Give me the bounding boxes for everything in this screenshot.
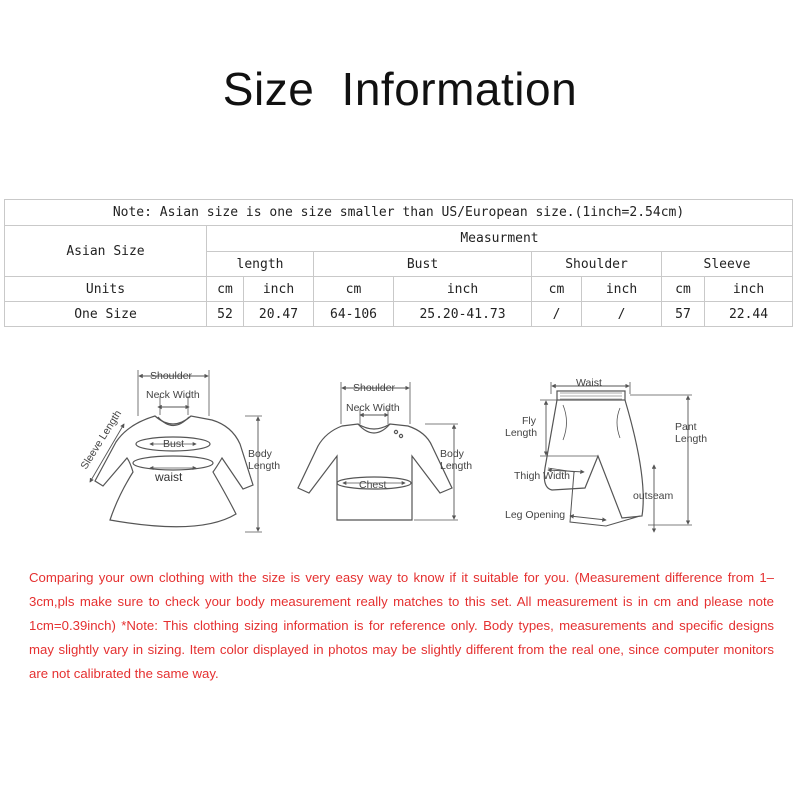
pants-leg-opening-arrow [570, 516, 606, 520]
value-cell: 57 [662, 302, 705, 327]
asian-size-header: Asian Size [5, 226, 207, 277]
dress-bust-label: Bust [163, 438, 185, 450]
value-cell: / [532, 302, 582, 327]
pants-leg-opening-label: Leg Opening [505, 509, 566, 521]
shirt-outline [298, 424, 452, 520]
dress-neck-width-label: Neck Width [146, 389, 200, 401]
dress-body-label: Body [248, 448, 272, 460]
column-shoulder: Shoulder [532, 252, 662, 277]
unit-cell: cm [314, 277, 394, 302]
pants-length-label: Length [675, 433, 708, 445]
pants-outline [544, 400, 643, 518]
unit-cell: inch [244, 277, 314, 302]
measurement-diagrams [0, 360, 800, 560]
measurement-header: Measurment [207, 226, 793, 252]
page-title: Size Information [222, 63, 578, 115]
dress-shoulder-label: Shoulder [150, 370, 193, 382]
dress-sleeve-length-label: Sleeve Length [78, 408, 125, 472]
column-sleeve: Sleeve [662, 252, 793, 277]
shirt-length-label: Length [440, 460, 473, 472]
size-note: Note: Asian size is one size smaller than US/European size.(1inch=2.54cm) [5, 200, 793, 226]
pants-fly-length-label: Length [505, 427, 538, 439]
pants-fly-label: Fly [522, 415, 536, 427]
unit-cell: inch [705, 277, 793, 302]
value-cell: 52 [207, 302, 244, 327]
units-label: Units [5, 277, 207, 302]
pants-thigh-width-label: Thigh Width [514, 470, 571, 482]
column-bust: Bust [314, 252, 532, 277]
size-table [4, 199, 793, 327]
dress-waist-label: waist [155, 470, 183, 484]
column-length: length [207, 252, 314, 277]
value-cell: 25.20-41.73 [394, 302, 532, 327]
value-cell: 22.44 [705, 302, 793, 327]
shirt-shoulder-label: Shoulder [353, 382, 396, 394]
shirt-body-label: Body [440, 448, 464, 460]
pants-pant-label: Pant [675, 421, 697, 433]
unit-cell: inch [582, 277, 662, 302]
pants-waist-label: Waist [576, 377, 602, 389]
unit-cell: cm [207, 277, 244, 302]
unit-cell: cm [662, 277, 705, 302]
value-cell: / [582, 302, 662, 327]
value-cell: 20.47 [244, 302, 314, 327]
unit-cell: cm [532, 277, 582, 302]
value-cell: 64-106 [314, 302, 394, 327]
table-row [5, 302, 793, 327]
shirt-neck-width-label: Neck Width [346, 402, 400, 414]
pants-outseam-label: outseam [633, 490, 674, 502]
shirt-chest-label: Chest [359, 479, 387, 491]
diagrams-svg [0, 360, 800, 560]
size-notes: Comparing your own clothing with the size is very easy way to know if it suitable for you. (Measurement difference from 1– 3cm,pls make sure to check your body measurement really matches to this set. All measurement is in cm and please note 1cm=0.39inch) *Note: This clothing sizing information is for reference only. Body types, measurements and specific designs may slightly vary in sizing. Item color displayed in photos may be slightly different from the real one, since computer monitors are not calibrated the same way. [29, 570, 774, 681]
unit-cell: inch [394, 277, 532, 302]
dress-length-label: Length [248, 460, 281, 472]
size-name-cell: One Size [5, 302, 207, 327]
pants-waistband [557, 391, 625, 400]
